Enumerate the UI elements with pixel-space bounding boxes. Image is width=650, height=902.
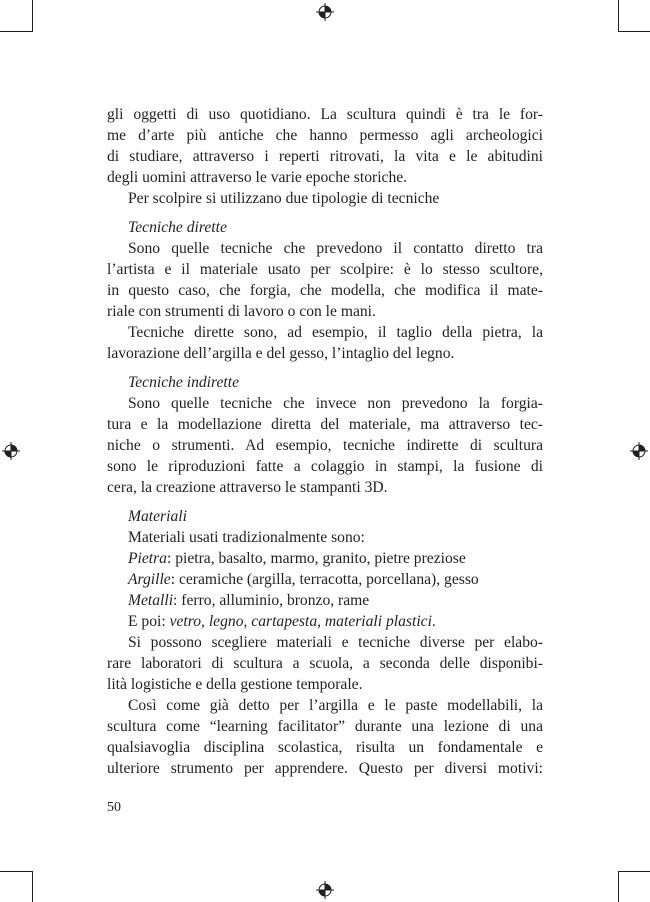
registration-mark-icon	[2, 442, 20, 460]
crop-mark	[0, 31, 32, 32]
paragraph-indirette	[107, 393, 543, 498]
material-term: Metalli	[128, 592, 174, 609]
material-desc: : pietra, basalto, marmo, granito, pietre preziose	[166, 550, 466, 567]
paragraph-intro	[107, 104, 543, 188]
text-line: Così come già detto per l’argilla e le paste modellabili, la	[128, 697, 543, 714]
page-number: 50	[107, 800, 121, 815]
paragraph-dirette-esempi	[107, 322, 543, 364]
crop-mark	[618, 871, 619, 902]
text-line: lavorazione dell’argilla e del gesso, l’intaglio del legno.	[107, 345, 455, 362]
text-line: di studiare, attraverso i reperti ritrovati, la vita e le abitudini	[107, 148, 543, 165]
crop-mark	[0, 871, 32, 872]
crop-mark	[619, 31, 650, 32]
text-line: riale con strumenti di lavoro o con le mani.	[107, 303, 376, 320]
material-desc: : ferro, alluminio, bronzo, rame	[173, 592, 370, 609]
registration-mark-icon	[630, 442, 648, 460]
text-line: sono le riproduzioni fatte a colaggio in stampi, la fusione di	[107, 458, 543, 475]
body-text	[107, 104, 543, 779]
text-line: qualsiavoglia disciplina scolastica, risulta un fondamentale e	[107, 739, 543, 756]
subheading-tecniche-dirette: Tecniche dirette	[128, 219, 227, 236]
crop-mark	[32, 0, 33, 32]
material-desc: : ceramiche (argilla, terracotta, porcellana), gesso	[170, 571, 479, 588]
crop-mark	[32, 871, 33, 902]
subheading-tecniche-indirette: Tecniche indirette	[128, 374, 240, 391]
material-item-argille	[107, 569, 543, 590]
text-line: lità logistiche e della gestione temporale.	[107, 676, 363, 693]
text-line: tura e la modellazione diretta del materiale, ma attraverso tec-	[107, 416, 543, 433]
text-line: in questo caso, che forgia, che modella, che modifica il mate-	[107, 282, 543, 299]
text-line: rare laboratori di scultura a scuola, a seconda delle disponibi-	[107, 655, 543, 672]
text-line: Si possono scegliere materiali e tecniche diverse per elabo-	[128, 634, 543, 651]
material-lead: E poi:	[128, 613, 170, 630]
material-item-altri	[107, 611, 543, 632]
material-term: Argille	[128, 571, 171, 588]
crop-mark	[619, 871, 650, 872]
text-line: ulteriore strumento per apprendere. Questo per diversi motivi:	[107, 760, 543, 777]
text-line: l’artista e il materiale usato per scolpire: è lo stesso scultore,	[107, 261, 543, 278]
text-line: scultura come “learning facilitator” durante una lezione di una	[107, 718, 543, 735]
material-item-metalli	[107, 590, 543, 611]
paragraph-laboratori	[107, 632, 543, 695]
text-line: gli oggetti di uso quotidiano. La scultura quindi è tra le for-	[107, 106, 543, 123]
text-line: degli uomini attraverso le varie epoche storiche.	[107, 169, 408, 186]
registration-mark-icon	[316, 3, 334, 21]
paragraph-materiali-intro: Materiali usati tradizionalmente sono:	[128, 529, 365, 546]
material-end: .	[431, 613, 436, 630]
text-line: Sono quelle tecniche che prevedono il contatto diretto tra	[128, 240, 543, 257]
text-line: Sono quelle tecniche che invece non prevedono la forgia-	[128, 395, 543, 412]
paragraph-tipologie: Per scolpire si utilizzano due tipologie di tecniche	[128, 190, 440, 207]
registration-mark-icon	[316, 881, 334, 899]
material-item-pietra	[107, 548, 543, 569]
paragraph-learning-facilitator	[107, 695, 543, 779]
subheading-materiali: Materiali	[128, 508, 187, 525]
text-line: niche o strumenti. Ad esempio, tecniche indirette di scultura	[107, 437, 543, 454]
text-line: cera, la creazione attraverso le stampanti 3D.	[107, 479, 388, 496]
material-list: vetro, legno, cartapesta, materiali plastici	[169, 613, 432, 630]
text-line: Tecniche dirette sono, ad esempio, il taglio della pietra, la	[128, 324, 543, 341]
crop-mark	[618, 0, 619, 32]
material-term: Pietra	[128, 550, 167, 567]
paragraph-dirette	[107, 238, 543, 322]
text-line: me d’arte più antiche che hanno permesso agli archeologici	[107, 127, 543, 144]
